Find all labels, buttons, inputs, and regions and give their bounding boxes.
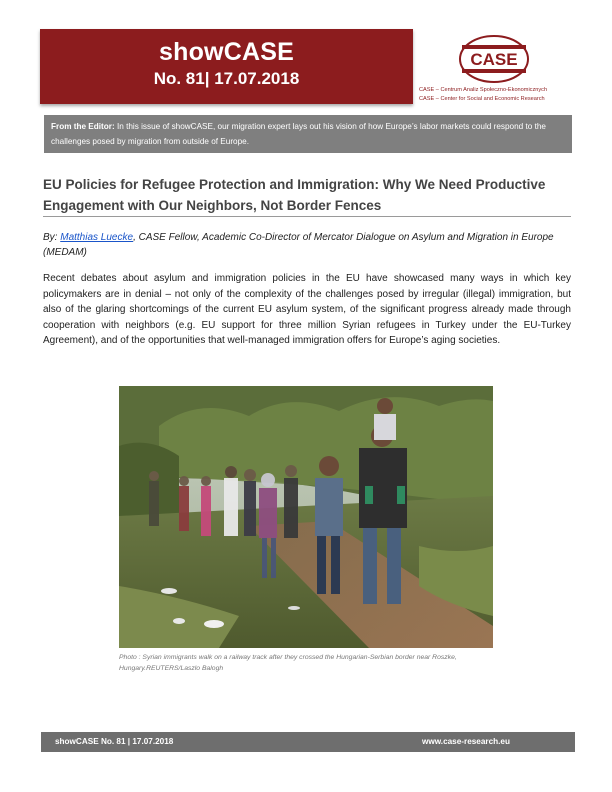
logo-subtitle-line-en: CASE – Center for Social and Economic Research [419, 95, 545, 102]
byline-prefix: By: [43, 232, 61, 243]
page-footer [41, 732, 575, 752]
article-title: EU Policies for Refugee Protection and Immigration: Why We Need Productive Engagement with Our Neighbors, Not Border Fences [43, 177, 546, 213]
editor-label: From the Editor: [51, 122, 115, 131]
author-link[interactable]: Matthias Luecke [60, 232, 134, 243]
logo-subtitle-line-pl: CASE – Centrum Analiz Społeczno-Ekonomicznych [419, 87, 548, 93]
footer-website-link[interactable]: www.case-research.eu [422, 737, 510, 746]
article-photo [119, 386, 493, 648]
title-divider [43, 216, 571, 217]
article-body: Recent debates about asylum and immigration policies in the EU have showcased many ways in which key policymakers are in denial – not only of the complexity of the challenges posed by irregular (illegal) immigration, but also of the glaring shortcomings of the current EU asylum system, of the significant progress already made through cooperation with neighbors (e.g. EU support for three million Syrian refugees in Turkey under the EU-Turkey Agreement), and of the opportunities that well-managed immigration offers for Europe’s aging societies. [43, 273, 571, 346]
newsletter-title: showCASE [159, 38, 294, 66]
footer-issue: showCASE No. 81 | 17.07.2018 [55, 737, 174, 746]
logo-text: CASE [470, 50, 518, 69]
photo-caption: Photo : Syrian immigrants walk on a railway track after they crossed the Hungarian-Serbian border near Roszke, Hungary.REUTERS/Laszlo Balogh [119, 654, 457, 672]
byline [43, 230, 573, 260]
newsletter-header [40, 29, 413, 104]
logo-subtitle [419, 86, 547, 103]
editor-text: In this issue of showCASE, our migration expert lays out his vision of how Europe’s labor markets could respond to the challenges posed by migration from outside of Europe. [51, 122, 546, 146]
refugees-photo-illustration [119, 386, 493, 648]
editor-note [44, 115, 572, 153]
issue-number-date: No. 81| 17.07.2018 [153, 69, 300, 88]
byline-affiliation: , CASE Fellow, Academic Co-Director of Mercator Dialogue on Asylum and Migration in Europe (MEDAM) [43, 232, 554, 258]
case-logo [458, 34, 530, 84]
